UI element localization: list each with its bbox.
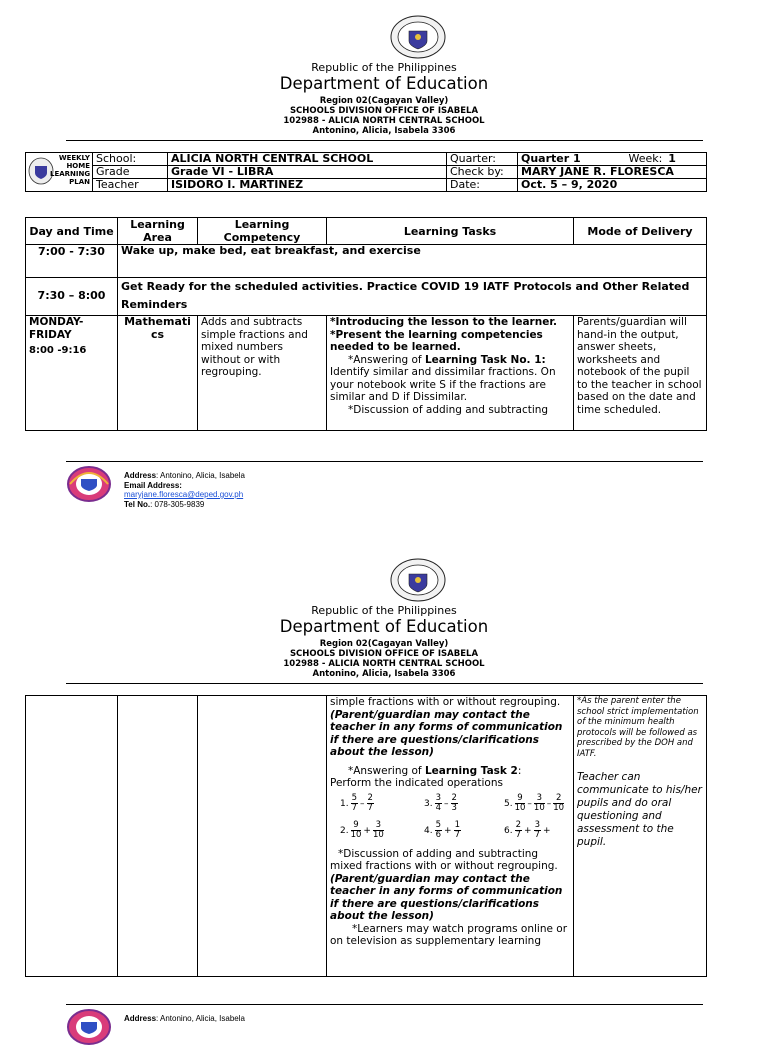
school-id-text: 102988 - ALICIA NORTH CENTRAL SCHOOL <box>283 659 485 669</box>
footer-text <box>124 471 245 509</box>
fraction-numerator: 2 <box>553 794 564 804</box>
date-value: Oct. 5 – 9, 2020 <box>518 179 707 192</box>
task2-prefix: *Answering of <box>348 764 425 777</box>
row3-mode: Parents/guardian will hand-in the output, answer sheets, worksheets and notebook of the pupil to the teacher in school based on the date and time scheduled. <box>574 316 707 431</box>
task-discussion: *Discussion of adding and subtracting <box>348 403 549 416</box>
fraction-numerator: 3 <box>373 821 384 831</box>
fraction-numerator: 5 <box>435 819 442 830</box>
task-answer-prefix: *Answering of <box>348 353 425 366</box>
task-cont-text: simple fractions with or without regrouping. <box>330 696 561 708</box>
school-address-text: Antonino, Alicia, Isabela 3306 <box>312 669 456 679</box>
grade-label: Grade <box>93 166 168 179</box>
fraction-numerator: 2 <box>367 792 373 803</box>
division-text: SCHOOLS DIVISION OFFICE OF ISABELA <box>289 106 479 116</box>
mode-note-2: Teacher can communicate to his/her pupils and do oral questioning and assessment to the pupil. <box>577 771 702 848</box>
header-learning-area: Learning Area <box>118 218 198 245</box>
footer-tel <box>124 500 245 510</box>
deped-seal-icon <box>389 557 447 603</box>
row1-time: 7:00 - 7:30 <box>26 245 118 278</box>
row3-competency: Adds and subtracts simple fractions and mixed numbers without or with regrouping. <box>198 316 327 431</box>
department-title: Department of Education <box>279 74 489 93</box>
fraction-denominator: 7 <box>534 829 540 840</box>
row3-day-time <box>26 316 118 431</box>
deped-seal-icon <box>389 14 447 60</box>
operator: + <box>524 825 532 836</box>
fraction-numerator: 9 <box>515 794 526 804</box>
problem-number: 2. <box>340 825 349 836</box>
problem-number: 4. <box>424 825 433 836</box>
fraction-numerator: 3 <box>435 792 442 803</box>
fraction <box>454 821 461 840</box>
task-answer-1 <box>330 354 570 404</box>
region-text: Region 02(Cagayan Valley) <box>319 96 449 106</box>
task-present: *Present the learning competencies needed to be learned. <box>330 328 543 353</box>
footer-email-label: Email Address: <box>124 480 182 490</box>
fraction-numerator: 9 <box>351 821 362 831</box>
teacher-value: ISIDORO I. MARTINEZ <box>168 179 447 192</box>
operator: – <box>360 798 365 809</box>
fraction-denominator: 10 <box>533 802 545 813</box>
header-divider <box>66 683 703 684</box>
fraction-denominator: 10 <box>553 802 565 813</box>
footer-address-value: : Antonino, Alicia, Isabela <box>156 471 245 480</box>
task2-suffix: : <box>517 764 522 777</box>
info-table <box>25 152 707 192</box>
plan-cell <box>26 153 93 192</box>
fraction-numerator: 2 <box>451 792 457 803</box>
page-1 <box>0 0 768 520</box>
school-logo-icon <box>66 465 112 503</box>
fraction <box>367 794 374 813</box>
task2-bold: Learning Task 2 <box>424 764 518 777</box>
footer-address-label: Address <box>124 1014 157 1023</box>
header-divider <box>66 140 703 141</box>
task-continued <box>330 696 570 759</box>
task-discussion-2 <box>330 848 570 923</box>
fraction-numerator: 2 <box>515 819 522 830</box>
fraction-denominator: 7 <box>454 829 460 840</box>
parent-note-2: (Parent/guardian may contact the teacher in any forms of communication if there are questions/clarifications about the lesson) <box>330 872 563 922</box>
footer-address-value: : Antonino, Alicia, Isabela <box>156 1014 245 1023</box>
fraction-numerator: 5 <box>351 792 358 803</box>
fraction-numerator: 3 <box>534 794 545 804</box>
operator: – <box>444 798 449 809</box>
fraction-denominator: 10 <box>350 829 362 840</box>
school-address-text: Antonino, Alicia, Isabela 3306 <box>312 126 456 136</box>
problem-number: 3. <box>424 798 433 809</box>
fraction <box>435 821 442 840</box>
fraction-denominator: 10 <box>372 829 384 840</box>
fraction-denominator: 3 <box>451 802 457 813</box>
problem-number: 6. <box>504 825 513 836</box>
school-logo-icon <box>66 1008 112 1046</box>
fraction-denominator: 6 <box>435 829 442 840</box>
task-answer-bold: Learning Task No. 1: <box>424 353 546 366</box>
footer-divider <box>66 461 703 462</box>
fraction-numerator: 1 <box>454 819 460 830</box>
quarter-value: Quarter 1 <box>521 152 581 165</box>
region-text: Region 02(Cagayan Valley) <box>319 639 449 649</box>
cont-area-cell <box>118 696 198 977</box>
fraction <box>553 794 564 813</box>
republic-text: Republic of the Philippines <box>311 604 457 617</box>
fraction-denominator: 4 <box>435 802 442 813</box>
footer-text <box>124 1014 245 1024</box>
disc2-text: *Discussion of adding and subtracting mixed fractions with or without regrouping. <box>330 847 558 872</box>
week-value: 1 <box>668 152 676 165</box>
footer-tel-value: : 078-305-9839 <box>150 499 205 509</box>
row1-task: Wake up, make bed, eat breakfast, and exercise <box>118 245 707 278</box>
page-2 <box>0 543 768 1024</box>
cont-day-cell <box>26 696 118 977</box>
task-intro: *Introducing the lesson to the learner. <box>330 316 557 328</box>
footer-address <box>124 1014 245 1024</box>
school-label: School: <box>93 153 168 166</box>
fraction-denominator: 7 <box>367 802 373 813</box>
row2-time: 7:30 – 8:00 <box>26 278 118 316</box>
operator: – <box>546 798 552 809</box>
operator: + <box>542 825 551 836</box>
math-problems <box>330 794 570 848</box>
header-learning-competency: Learning Competency <box>198 218 327 245</box>
fraction-denominator: 10 <box>514 802 526 813</box>
republic-text: Republic of the Philippines <box>311 61 457 74</box>
footer-address <box>124 471 245 481</box>
check-label: Check by: <box>447 166 518 179</box>
fraction <box>435 794 442 813</box>
plan-label: WEEKLY HOME LEARNING PLAN <box>50 154 91 186</box>
fraction-denominator: 7 <box>515 829 522 840</box>
fraction <box>451 794 458 813</box>
fraction <box>373 821 384 840</box>
header-learning-tasks: Learning Tasks <box>327 218 574 245</box>
math-problem <box>502 821 553 840</box>
mode-note-1: *As the parent enter the school strict implementation of the minimum health protocols will be followed as prescribed by the DOH and IATF. <box>577 696 699 759</box>
task-answer-2 <box>330 765 570 778</box>
learning-plan-table-continued <box>25 695 707 977</box>
cont-competency-cell <box>198 696 327 977</box>
row3-day: MONDAY-FRIDAY <box>29 316 84 341</box>
school-id-text: 102988 - ALICIA NORTH CENTRAL SCHOOL <box>283 116 485 126</box>
math-problem <box>422 821 461 840</box>
date-label: Date: <box>447 179 518 192</box>
task-answer-text: Identify similar and dissimilar fractions. On your notebook write S if the fractions are similar and D if Dissimilar. <box>330 366 556 403</box>
fraction <box>515 821 522 840</box>
parent-note: (Parent/guardian may contact the teacher in any forms of communication if there are questions/clarifications about the lesson) <box>330 708 563 758</box>
fraction-denominator: 7 <box>351 802 358 813</box>
week-label: Week: <box>628 152 663 165</box>
footer-email-link[interactable]: maryjane.floresca@deped.gov.ph <box>124 490 244 499</box>
row3-time: 8:00 -9:16 <box>29 345 87 356</box>
row2-task: Get Ready for the scheduled activities. Practice COVID 19 IATF Protocols and Other Related Reminders <box>118 278 707 316</box>
operator: + <box>363 825 371 836</box>
fraction-numerator: 3 <box>534 819 540 830</box>
row3-tasks <box>327 316 574 431</box>
fraction <box>534 821 541 840</box>
check-value: MARY JANE R. FLORESCA <box>518 166 707 179</box>
teacher-label: Teacher <box>93 179 168 192</box>
math-problem <box>502 794 564 813</box>
operator: + <box>444 825 452 836</box>
fraction <box>351 821 362 840</box>
math-problem <box>338 821 384 840</box>
problem-number: 1. <box>340 798 349 809</box>
cont-mode-cell <box>574 696 707 977</box>
learners-note: *Learners may watch programs online or on television as supplementary learning <box>330 922 568 947</box>
header-mode-delivery: Mode of Delivery <box>574 218 707 245</box>
row3-area: Mathematics <box>118 316 198 431</box>
quarter-label: Quarter: <box>447 153 518 166</box>
footer-tel-label: Tel No. <box>124 499 151 509</box>
footer-address-label: Address <box>124 471 157 480</box>
grade-value: Grade VI - LIBRA <box>168 166 447 179</box>
division-text: SCHOOLS DIVISION OFFICE OF ISABELA <box>289 649 479 659</box>
quarter-cell <box>518 153 707 166</box>
school-value: ALICIA NORTH CENTRAL SCHOOL <box>168 153 447 166</box>
cont-tasks-cell <box>327 696 574 977</box>
header-day-time: Day and Time <box>26 218 118 245</box>
problem-number: 5. <box>504 798 513 809</box>
learning-plan-table <box>25 217 707 431</box>
department-title: Department of Education <box>279 617 489 636</box>
operator: – <box>527 798 532 809</box>
footer-divider <box>66 1004 703 1005</box>
math-problem <box>422 794 458 813</box>
fraction <box>351 794 358 813</box>
fraction <box>515 794 526 813</box>
math-problem <box>338 794 374 813</box>
task2-text: Perform the indicated operations <box>330 777 503 789</box>
fraction <box>534 794 545 813</box>
